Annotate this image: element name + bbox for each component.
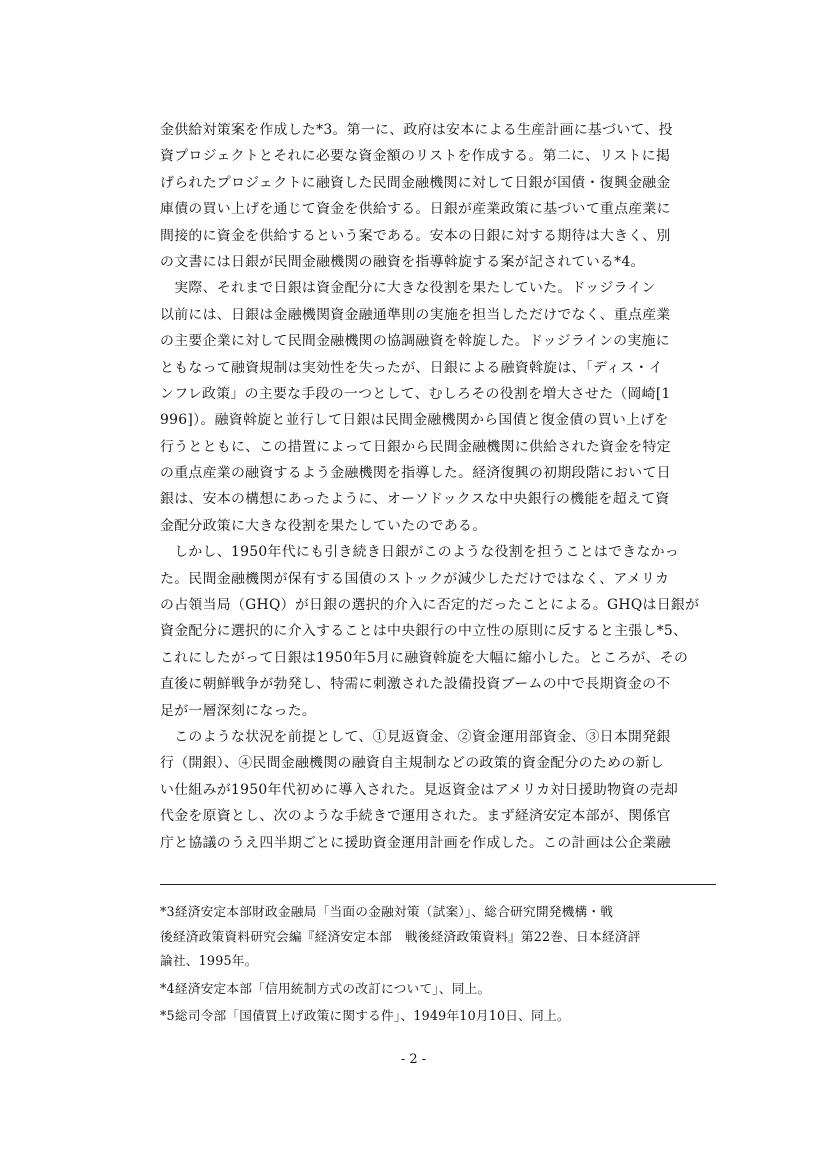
footnote-3-line: *3経済安定本部財政金融局「当面の金融対策（試案）」、総合研究開発機構・戦 (160, 904, 614, 919)
body-line: の主要企業に対して民間金融機関の協調融資を斡旋した。ドッジラインの実施に (160, 333, 670, 350)
body-line: た。民間金融機関が保有する国債のストックが減少しただけではなく、アメリカ (160, 570, 670, 587)
body-line: の重点産業の融資するよう金融機関を指導した。経済復興の初期段階において日 (160, 465, 671, 482)
body-line: 以前には、日銀は金融機関資金融通準則の実施を担当しただけでなく、重点産業 (160, 306, 671, 323)
body-line: 資金配分に選択的に介入することは中央銀行の中立性の原則に反すると主張し*5、 (160, 623, 688, 640)
body-line: 足が一層深刻になった。 (160, 702, 317, 719)
body-text (160, 117, 715, 856)
body-line: ンフレ政策」の主要な手段の一つとして、むしろその役割を増大させた（岡崎[1 (160, 385, 671, 402)
body-line: 庁と協議のうえ四半期ごとに援助資金運用計画を作成した。この計画は公企業融 (160, 834, 671, 851)
body-line: 行うとともに、この措置によって日銀から民間金融機関に供給された資金を特定 (160, 438, 671, 455)
body-line: げられたプロジェクトに融資した民間金融機関に対して日銀が国債・復興金融金 (160, 174, 671, 191)
body-line: 間接的に資金を供給するという案である。安本の日銀に対する期待は大きく、別 (160, 227, 671, 244)
footnote-3-line: 論社、1995年。 (160, 953, 258, 969)
body-line: 資プロジェクトとそれに必要な資金額のリストを作成する。第二に、リストに掲 (160, 148, 671, 165)
body-line: の占領当局（GHQ）が日銀の選択的介入に否定的だったことによる。GHQは日銀が (160, 597, 700, 614)
body-line: しかし、1950年代にも引き続き日銀がこのような役割を担うことはできなかっ (160, 544, 680, 561)
footnote-4: *4経済安定本部「信用統制方式の改訂について」、同上。 (160, 980, 491, 996)
body-line: 実際、それまで日銀は資金配分に大きな役割を果たしていた。ドッジライン (160, 280, 656, 297)
body-line: 金配分政策に大きな役割を果たしていたのである。 (160, 517, 487, 534)
body-line: このような状況を前提として、①見返資金、②資金運用部資金、③日本開発銀 (160, 728, 671, 745)
footnote-3-line: 後経済政策資料研究会編『経済安定本部 戦後経済政策資料』第22巻、日本経済評 (160, 928, 641, 944)
footnote-5: *5総司令部「国債買上げ政策に関する件」、1949年10月10日、同上。 (160, 1008, 570, 1024)
body-line: これにしたがって日銀は1950年5月に融資斡旋を大幅に縮小した。ところが、その (160, 649, 689, 666)
body-line: 銀は、安本の構想にあったように、オーソドックスな中央銀行の機能を超えて資 (160, 491, 670, 508)
body-line: い仕組みが1950年代初めに導入された。見返資金はアメリカ対日援助物資の売却 (160, 781, 679, 798)
body-line: 金供給対策案を作成した*3。第一に、政府は安本による生産計画に基づいて、投 (160, 122, 673, 138)
footnotes (160, 900, 720, 1029)
body-line: 996]）。融資斡旋と並行して日銀は民間金融機関から国債と復金債の買い上げを (160, 412, 669, 429)
body-line: ともなって融資規制は実効性を失ったが、日銀による融資斡旋は、「ディス・イ (160, 359, 663, 376)
body-line: 代金を原資とし、次のような手続きで運用された。まず経済安定本部が、関係官 (160, 808, 671, 825)
body-line: 直後に朝鮮戦争が勃発し、特需に刺激された設備投資ブームの中で長期資金の不 (160, 676, 671, 693)
footnote-divider (160, 884, 716, 885)
body-line: 行（開銀）、④民間金融機関の融資自主規制などの政策的資金配分のための新し (160, 755, 664, 772)
page-number: - 2 - (400, 1052, 427, 1067)
body-line: 庫債の買い上げを通じて資金を供給する。日銀が産業政策に基づいて重点産業に (160, 201, 671, 218)
body-line: の文書には日銀が民間金融機関の融資を指導斡旋する案が記されている*4。 (160, 253, 645, 270)
